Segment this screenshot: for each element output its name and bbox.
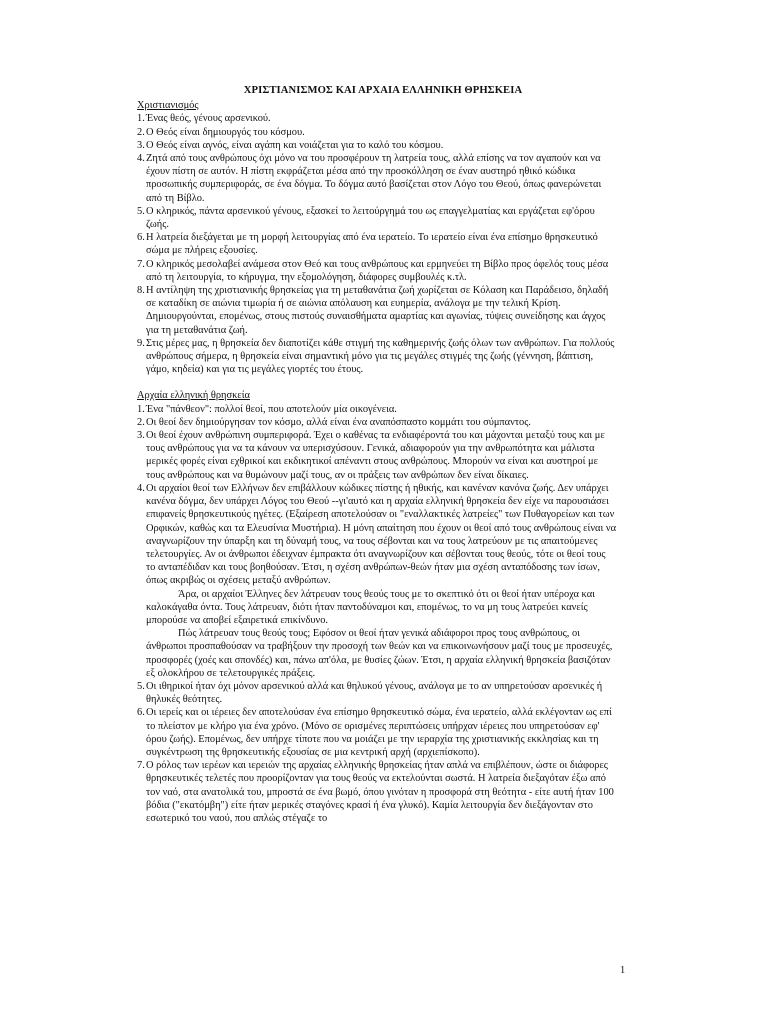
list-item-body bbox=[146, 258, 617, 284]
christianity-list bbox=[137, 112, 617, 376]
list-item-body bbox=[146, 759, 617, 825]
list-item-number: 1. bbox=[137, 403, 145, 415]
list-item bbox=[137, 258, 617, 284]
list-item bbox=[137, 205, 617, 231]
list-item-body bbox=[146, 680, 617, 706]
list-item bbox=[137, 403, 617, 416]
list-item bbox=[137, 482, 617, 680]
list-item bbox=[137, 231, 617, 257]
list-item-number: 2. bbox=[137, 126, 145, 138]
list-item bbox=[137, 706, 617, 759]
list-item bbox=[137, 416, 617, 429]
list-item-paragraph: Οι θεοί δεν δημιούργησαν τον κόσμο, αλλά είναι ένα αναπόσπαστο κομμάτι του σύμπαντος. bbox=[146, 416, 531, 428]
list-item-body bbox=[146, 231, 617, 257]
list-item-paragraph: Πώς λάτρευαν τους θεούς τους; Εφόσον οι θεοί ήταν γενικά αδιάφοροι προς τους ανθρώπους, οι άνθρωποι προσπαθούσαν να τραβήξουν την προσοχή των θεών και να επικοινωνήσουν μαζί τους με προσευχές, προσφορές (χοές και σπονδές) και, πάνω απ'όλα, με θυσίες ζώων. Έτσι, η αρχαία ελληνική θρησκεία βασιζόταν εξ ολοκλήρου σε τελετουργικές πράξεις. bbox=[146, 628, 613, 679]
list-item-paragraph: Ένα "πάνθεον": πολλοί θεοί, που αποτελούν μία οικογένεια. bbox=[146, 403, 397, 415]
list-item-body bbox=[146, 416, 617, 429]
list-item-number: 4. bbox=[137, 153, 145, 165]
list-item-number: 7. bbox=[137, 760, 145, 772]
list-item bbox=[137, 112, 617, 125]
list-item-paragraph: Η λατρεία διεξάγεται με τη μορφή λειτουργίας από ένα ιερατείο. Το ιερατείο είναι ένα επίσημο θρησκευτικό σώμα με πλήρεις εξουσίες. bbox=[146, 232, 598, 257]
list-item-paragraph: Ζητά από τους ανθρώπους όχι μόνο να του προσφέρουν τη λατρεία τους, αλλά επίσης να τον αγαπούν και να έχουν πίστη σε αυτόν. Η πίστη εκφράζεται μέσα από την προσκόλληση σε έναν αυστηρό ηθικό κώδικα προσωπικής συμπεριφοράς, σε ένα δόγμα. Το δόγμα αυτό βασίζεται στον Λόγο του Θεού, όπως φανερώνεται από τη Βίβλο. bbox=[146, 153, 602, 204]
list-item-paragraph: Στις μέρες μας, η θρησκεία δεν διαποτίζει κάθε στιγμή της καθημερινής ζωής όλων των ανθρώπων. Για πολλούς ανθρώπους σήμερα, η θρησκεία είναι σημαντική μόνο για τις μεγάλες στιγμές της ζωής (γέννηση, βάπτιση, γάμο, κηδεία) και για τις μεγάλες γιορτές του έτους. bbox=[146, 337, 615, 376]
list-item bbox=[137, 126, 617, 139]
list-item-paragraph: Ο ρόλος των ιερέων και ιερειών της αρχαίας ελληνικής θρησκείας ήταν απλά να επιβλέπουν, ώστε οι διάφορες θρησκευτικές τελετές που προορίζονταν για τους θεούς να εκτελούνται σωστά. Η λατρεία διεξαγόταν έξω από τον ναό, στα ανατολικά του, μπροστά σε ένα βωμό, όπου γινόταν η προσφορά στη θεότητα - είτε αυτή ήταν 100 βόδια ("εκατόμβη") είτε ήταν μερικές σταγόνες κρασί ή ένα γλυκό). Καμία λειτουργία δεν διεξάγονταν στο εσωτερικό του ναού, που απλώς στέγαζε το bbox=[146, 760, 614, 824]
list-item-body bbox=[146, 429, 617, 482]
list-item-paragraph: Οι θεοί έχουν ανθρώπινη συμπεριφορά. Έχει ο καθένας τα ενδιαφέροντά του και μάχονται μεταξύ τους και με τους ανθρώπους για να τα κάνουν να υπερισχύσουν. Γενικά, αδιαφορούν για την ανθρωπότητα και μάλιστα μερικές φορές είναι εχθρικοί και εκδικητικοί απέναντι στους ανθρώπους. Μπορούν να είναι και αυστηροί με τους ανθρώπους και να θυμώνουν μαζί τους, αν οι πράξεις των ανθρώπων δεν είναι δίκαιες. bbox=[146, 430, 605, 481]
list-item-paragraph: Οι αρχαίοι θεοί των Ελλήνων δεν επιβάλλουν κώδικες πίστης ή ηθικής, και κανέναν κανόνα ζωής. Δεν υπάρχει κανένα δόγμα, δεν υπάρχει Λόγος του Θεού --γι'αυτό και η αρχαία ελληνική θρησκεία δεν είχε να παρουσιάσει επιφανείς θρησκευτικούς ηγέτες. (Εξαίρεση αποτελούσαν οι "εναλλακτικές λατρείες" των Πυθαγορείων και των Ορφικών, καθώς και τα Ελευσίνια Μυστήρια). Η μόνη απαίτηση που έχουν οι θεοί από τους ανθρώπους είναι να αναγνωρίζουν την ύπαρξη και τη δύναμή τους, να τους σέβονται και να τους λατρεύουν με τις απαιτούμενες τελετουργίες. Αν οι άνθρωποι έδειχναν έμπρακτα ότι αναγνωρίζουν και σέβονται τους θεούς, τότε οι θεοί τους το ανταπέδιδαν και τους βοηθούσαν. Έτσι, η σχέση ανθρώπων-θεών ήταν μια σχέση ανταπόδοσης των ίσων, όπως ακριβώς οι σχέσεις μεταξύ ανθρώπων. bbox=[146, 482, 617, 587]
list-item-body bbox=[146, 139, 617, 152]
list-item-number: 8. bbox=[137, 285, 145, 297]
section-heading-christianity: Χριστιανισμός bbox=[137, 100, 199, 112]
list-item-paragraph: Άρα, οι αρχαίοι Έλληνες δεν λάτρευαν τους θεούς τους με το σκεπτικό ότι οι θεοί ήταν υπέροχα και καλοκάγαθα όντα. Τους λάτρευαν, διότι ήταν παντοδύναμοι και, επομένως, το να μη τους λατρεύει κανείς μπορούσε να αποβεί εξαιρετικά επικίνδυνο. bbox=[146, 588, 595, 626]
document-page bbox=[137, 84, 617, 825]
section-heading-ancient-religion: Αρχαία ελληνική θρησκεία bbox=[137, 390, 250, 402]
list-item-body bbox=[146, 126, 617, 139]
list-item-number: 5. bbox=[137, 205, 145, 217]
list-item-number: 3. bbox=[137, 430, 145, 442]
list-item-paragraph: Οι ιερείς και οι ιέρειες δεν αποτελούσαν ένα επίσημο θρησκευτικό σώμα, ένα ιερατείο, αλλά εκλέγονταν ως επί το πλείστον με κλήρο για ένα χρόνο. (Μόνο σε ορισμένες περιπτώσεις υπήρχαν ιέρειες που υπηρετούσαν εφ' όρου ζωής). Επομένως, δεν υπήρχε τίποτε που να μοιάζει με την ιεραρχία της χριστιανικής εκκλησίας και τη συγκέντρωση της θρησκευτικής εξουσίας σε μια κεντρική αρχή (αρχιεπίσκοπο). bbox=[146, 707, 612, 758]
ancient-religion-list bbox=[137, 403, 617, 826]
list-item bbox=[137, 680, 617, 706]
list-item-paragraph: Οι ιθηρικοί ήταν όχι μόνον αρσενικού αλλά και θηλυκού γένους, ανάλογα με το αν υπηρετούσαν αρσενικές ή θηλυκές θεότητες. bbox=[146, 680, 603, 706]
list-item-body bbox=[146, 152, 617, 205]
list-item-paragraph: Ο Θεός είναι αγνός, είναι αγάπη και νοιάζεται για το καλό του κόσμου. bbox=[146, 139, 444, 151]
page-number: 1 bbox=[620, 965, 626, 976]
list-item bbox=[137, 284, 617, 337]
list-item-body bbox=[146, 284, 617, 337]
document-title: ΧΡΙΣΤΙΑΝΙΣΜΟΣ ΚΑΙ ΑΡΧΑΙΑ ΕΛΛΗΝΙΚΗ ΘΡΗΣΚΕΙΑ bbox=[243, 85, 523, 96]
list-item-paragraph: Ένας θεός, γένους αρσενικού. bbox=[146, 113, 271, 125]
list-item-body bbox=[146, 706, 617, 759]
list-item-number: 3. bbox=[137, 139, 145, 151]
list-item-number: 5. bbox=[137, 680, 145, 692]
list-item-number: 1. bbox=[137, 113, 145, 125]
list-item bbox=[137, 337, 617, 377]
list-item-body bbox=[146, 403, 617, 416]
list-item-body bbox=[146, 112, 617, 125]
list-item bbox=[137, 429, 617, 482]
list-item-body bbox=[146, 337, 617, 377]
list-item bbox=[137, 759, 617, 825]
list-item-number: 6. bbox=[137, 232, 145, 244]
list-item bbox=[137, 152, 617, 205]
list-item-number: 9. bbox=[137, 337, 145, 349]
list-item-number: 4. bbox=[137, 482, 145, 494]
list-item bbox=[137, 139, 617, 152]
list-item-paragraph: Ο κληρικός, πάντα αρσενικού γένους, εξασκεί το λειτούργημά του ως επαγγελματίας και εργάζεται εφ'όρου ζωής. bbox=[146, 205, 595, 231]
list-item-number: 6. bbox=[137, 707, 145, 719]
list-item-body bbox=[146, 482, 617, 680]
list-item-number: 2. bbox=[137, 416, 145, 428]
list-item-paragraph: Ο Θεός είναι δημιουργός του κόσμου. bbox=[146, 126, 305, 138]
list-item-paragraph: Ο κληρικός μεσολαβεί ανάμεσα στον Θεό και τους ανθρώπους και ερμηνεύει τη Βίβλο προς όφελός τους μέσα από τη λειτουργία, το κήρυγμα, την εξομολόγηση, διάφορες συμβουλές κ.τλ. bbox=[146, 258, 609, 283]
list-item-paragraph: Η αντίληψη της χριστιανικής θρησκείας για τη μεταθανάτια ζωή χωρίζεται σε Κόλαση και Παράδεισο, δηλαδή σε καταδίκη σε αιώνια τιμωρία ή σε αιώνια απόλαυση και ευημερία, ανάλογα με την τελική Κρίση. Δημιουργούνται, επομένως, στους πιστούς συναισθήματα αμαρτίας και αγωνίας, τύψεις συνείδησης και άγχος για τη μεταθανάτια ζωή. bbox=[146, 285, 609, 336]
list-item-body bbox=[146, 205, 617, 231]
list-item-number: 7. bbox=[137, 258, 145, 270]
